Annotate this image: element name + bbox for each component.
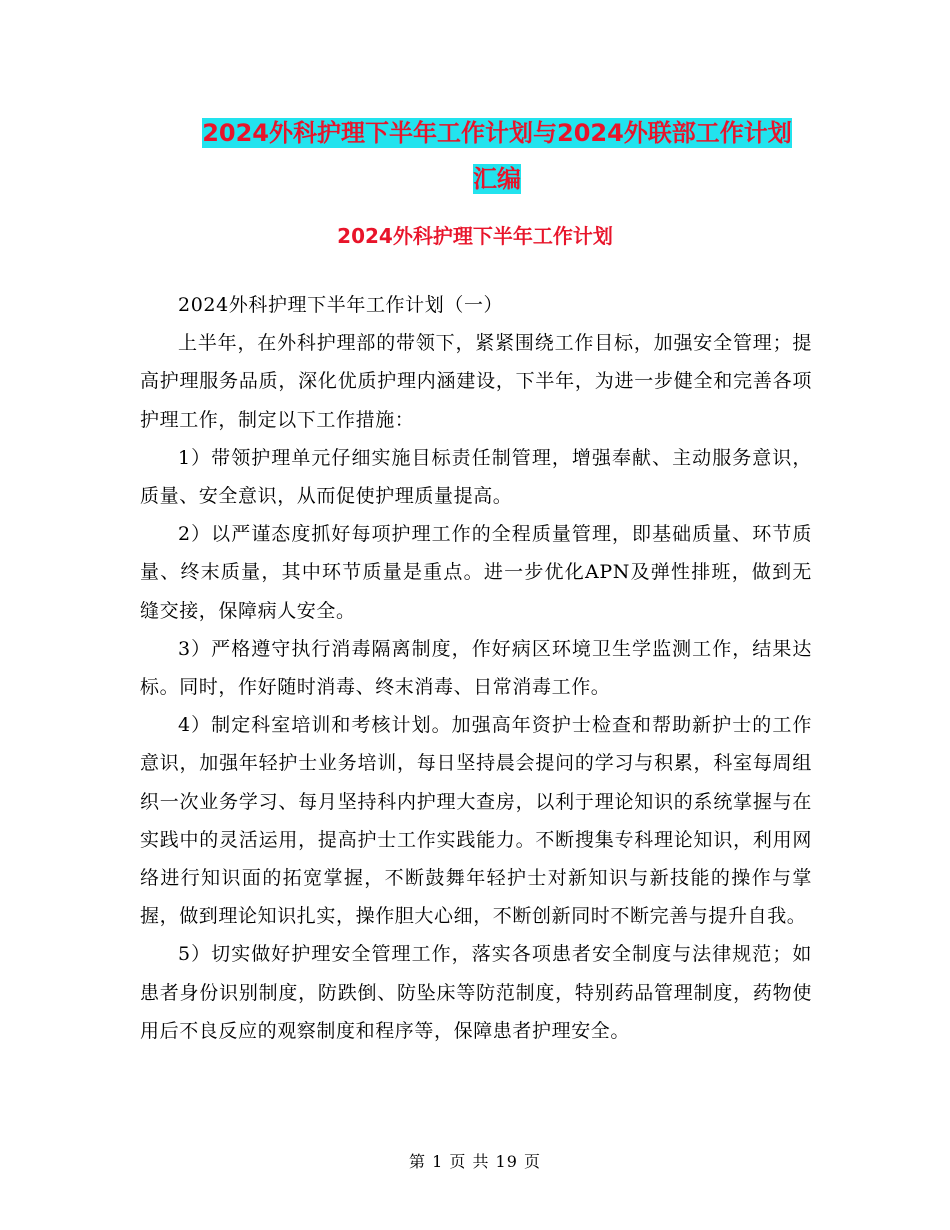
- paragraph-item-2: 2）以严谨态度抓好每项护理工作的全程质量管理，即基础质量、环节质量、终末质量，其中环节质量是重点。进一步优化APN及弹性排班，做到无缝交接，保障病人安全。: [140, 523, 812, 622]
- paragraph-item-1: 1）带领护理单元仔细实施目标责任制管理，增强奉献、主动服务意识，质量、安全意识，从而促使护理质量提高。: [140, 446, 812, 508]
- document-title-line2: 汇编: [473, 165, 521, 193]
- document-body: [140, 286, 812, 1050]
- paragraph-item-5: 5）切实做好护理安全管理工作，落实各项患者安全制度与法律规范；如患者身份识别制度，防跌倒、防坠床等防范制度，特别药品管理制度，药物使用后不良反应的观察制度和程序等，保障患者护理安全。: [140, 943, 812, 1042]
- section-title: 2024外科护理下半年工作计划: [337, 224, 613, 248]
- paragraph-item-3: 3）严格遵守执行消毒隔离制度，作好病区环境卫生学监测工作，结果达标。同时，作好随时消毒、终末消毒、日常消毒工作。: [140, 637, 812, 699]
- page-footer: 第 1 页 共 19 页: [409, 1152, 541, 1171]
- paragraph-item-4: 4）制定科室培训和考核计划。加强高年资护士检查和帮助新护士的工作意识，加强年轻护士业务培训，每日坚持晨会提问的学习与积累，科室每周组织一次业务学习、每月坚持科内护理大查房，以利于理论知识的系统掌握与在实践中的灵活运用，提高护士工作实践能力。不断搜集专科理论知识，利用网络进行知识面的拓宽掌握，不断鼓舞年轻护士对新知识与新技能的操作与掌握，做到理论知识扎实，操作胆大心细，不断创新同时不断完善与提升自我。: [140, 714, 812, 928]
- paragraph-intro: 上半年，在外科护理部的带领下，紧紧围绕工作目标，加强安全管理；提高护理服务品质，深化优质护理内涵建设，下半年，为进一步健全和完善各项护理工作，制定以下工作措施：: [140, 332, 812, 431]
- document-title: [140, 110, 854, 202]
- document-title-line1: 2024外科护理下半年工作计划与2024外联部工作计划: [202, 119, 792, 147]
- paragraph-subtitle: 2024外科护理下半年工作计划（一）: [178, 294, 504, 316]
